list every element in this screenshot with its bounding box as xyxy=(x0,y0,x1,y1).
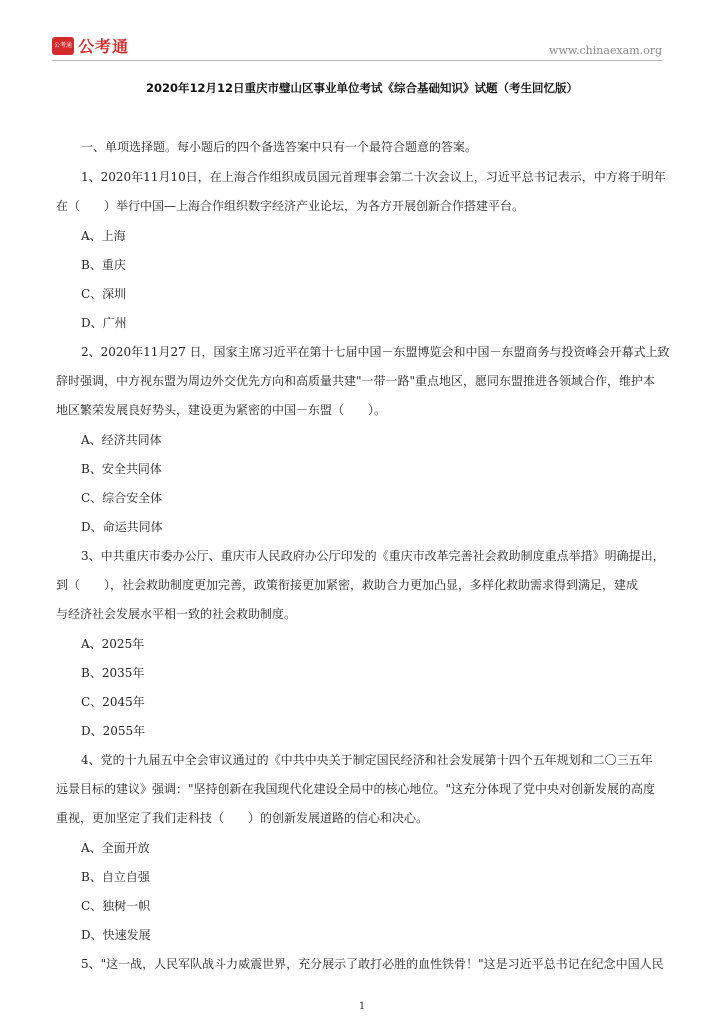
page-header xyxy=(0,0,724,66)
question-text-line: 到（ ），社会救助制度更加完善，政策衔接更加紧密，救助合力更加凸显，多样化救助需求得到满足，建成 xyxy=(56,578,639,592)
document-title: 2020年12月12日重庆市璧山区事业单位考试《综合基础知识》试题（考生回忆版） xyxy=(145,81,578,95)
option: A、全面开放 xyxy=(81,841,150,855)
question-3 xyxy=(56,549,668,622)
option: A、2025年 xyxy=(81,637,145,651)
question-text-line: 重视，更加坚定了我们走科技（ ）的创新发展道路的信心和决心。 xyxy=(56,811,429,825)
option: D、广州 xyxy=(81,316,127,330)
question-text-line: 与经济社会发展水平相一致的社会救助制度。 xyxy=(56,607,297,621)
option: D、命运共同体 xyxy=(81,520,163,534)
logo-badge-icon: 公考通 xyxy=(52,37,74,55)
option: C、综合安全体 xyxy=(81,491,163,505)
header-divider xyxy=(52,60,662,61)
question-2 xyxy=(56,345,668,418)
document-body xyxy=(56,140,668,987)
site-url[interactable]: www.chinaexam.org xyxy=(549,44,662,57)
question-text-line: 3、中共重庆市委办公厅、重庆市人民政府办公厅印发的《重庆市改革完善社会救助制度重点举措》明确提出， xyxy=(81,549,665,563)
option: B、重庆 xyxy=(81,258,126,272)
question-text-line: 地区繁荣发展良好势头，建设更为紧密的中国－东盟（ ）。 xyxy=(56,403,387,417)
logo-text: 公考通 xyxy=(78,37,130,56)
question-text-line: 远景目标的建议》强调："坚持创新在我国现代化建设全局中的核心地位。"这充分体现了党中央对创新发展的高度 xyxy=(56,782,656,796)
option: D、2055年 xyxy=(81,724,146,738)
option: B、安全共同体 xyxy=(81,462,162,476)
option: C、2045年 xyxy=(81,695,145,709)
question-text-line: 4、党的十九届五中全会审议通过的《中共中央关于制定国民经济和社会发展第十四个五年规划和二〇三五年 xyxy=(81,753,653,767)
logo xyxy=(52,34,129,57)
option: C、深圳 xyxy=(81,287,127,301)
question-text-line: 辞时强调，中方视东盟为周边外交优先方向和高质量共建"一带一路"重点地区，愿同东盟推进各领域合作，维护本 xyxy=(56,374,656,388)
question-text-line: 1、2020年11月10日，在上海合作组织成员国元首理事会第二十次会议上，习近平总书记表示，中方将于明年 xyxy=(81,170,666,184)
page-number: 1 xyxy=(358,1001,366,1012)
option: A、上海 xyxy=(81,229,126,243)
option: A、经济共同体 xyxy=(81,433,162,447)
question-4 xyxy=(56,753,668,826)
question-5 xyxy=(56,957,668,972)
question-text-line: 5、"这一战，人民军队战斗力威震世界，充分展示了敢打必胜的血性铁骨！"这是习近平总书记在纪念中国人民 xyxy=(81,957,664,971)
question-1 xyxy=(56,170,668,214)
option: D、快速发展 xyxy=(81,928,151,942)
question-text-line: 在（ ）举行中国—上海合作组织数字经济产业论坛，为各方开展创新合作搭建平台。 xyxy=(56,199,525,213)
question-text-line: 2、2020年11月27 日，国家主席习近平在第十七届中国－东盟博览会和中国－东盟商务与投资峰会开幕式上致 xyxy=(81,345,670,359)
option: B、自立自强 xyxy=(81,870,150,884)
option: C、独树一帜 xyxy=(81,899,151,913)
option: B、2035年 xyxy=(81,666,145,680)
section-heading: 一、单项选择题。每小题后的四个备选答案中只有一个最符合题意的答案。 xyxy=(81,140,478,154)
